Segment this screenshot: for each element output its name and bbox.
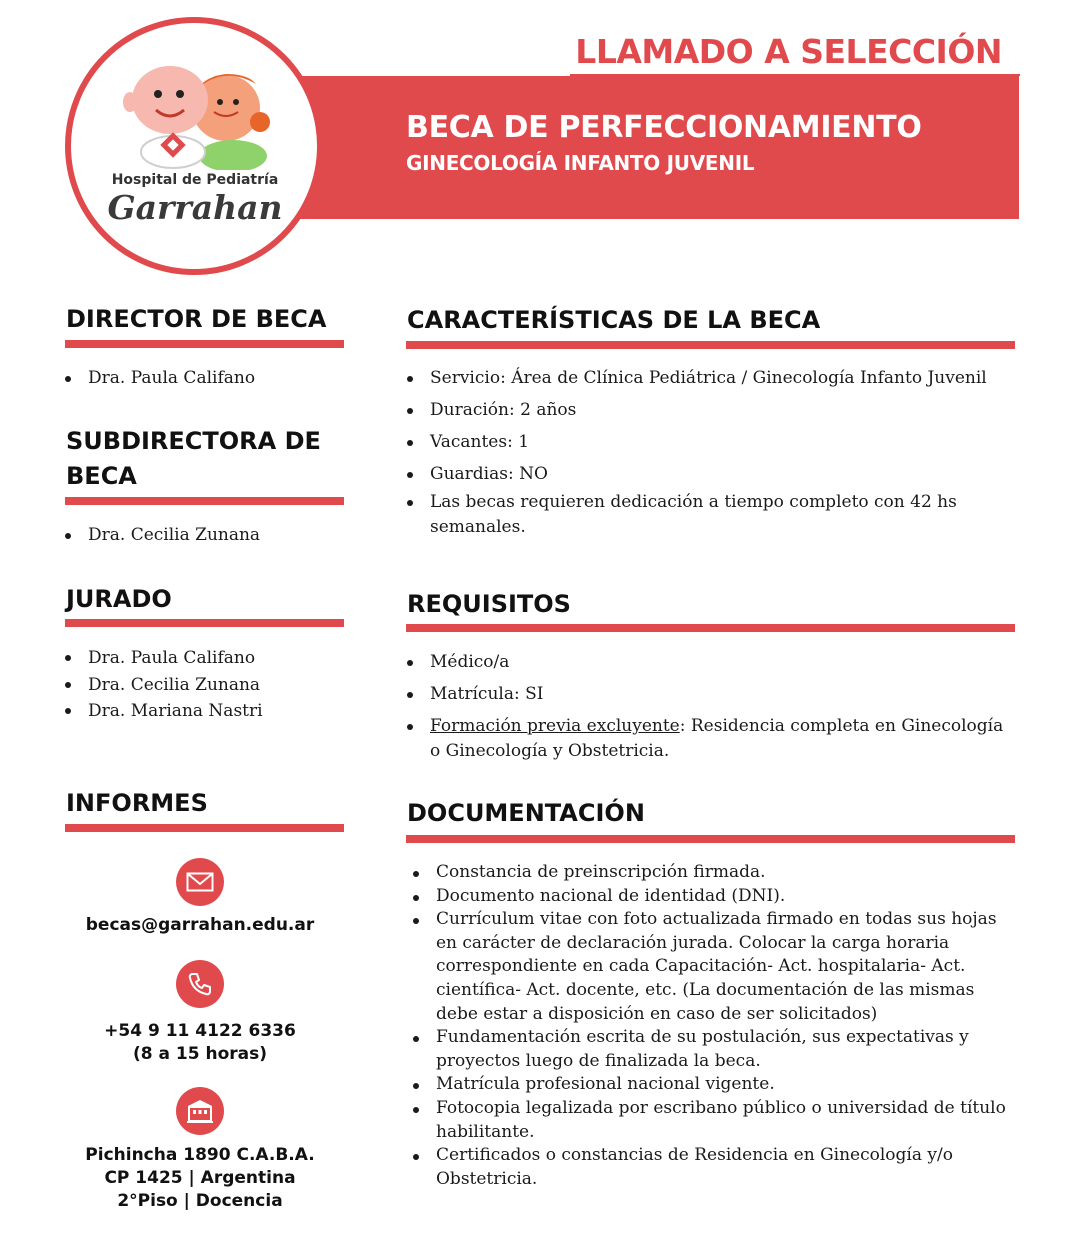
list-item: Matrícula profesional nacional vigente.: [410, 1073, 1010, 1097]
director-list: [62, 366, 342, 391]
subdirectora-heading-line2: BECA: [66, 462, 137, 490]
address-line3: 2°Piso | Docencia: [117, 1191, 283, 1211]
jurado-heading: JURADO: [66, 585, 172, 613]
logo-text-garrahan: Garrahan: [107, 188, 283, 227]
list-item: Vacantes: 1: [404, 430, 1004, 455]
email-link[interactable]: becas@garrahan.edu.ar: [85, 915, 315, 935]
mail-icon: [176, 858, 224, 906]
list-item: Dra. Mariana Nastri: [62, 698, 342, 725]
subdirectora-heading: [66, 424, 321, 494]
beca-subtitle: GINECOLOGÍA INFANTO JUVENIL: [406, 151, 755, 175]
list-item: Guardias: NO: [404, 462, 1004, 487]
director-heading: DIRECTOR DE BECA: [66, 305, 327, 333]
requisitos-heading: REQUISITOS: [407, 590, 571, 618]
caracteristicas-divider: [406, 341, 1015, 349]
formacion-text: : Residencia completa en Ginecología o Ginecología y Obstetricia.: [430, 716, 1004, 761]
phone-icon: [176, 960, 224, 1008]
subdirectora-heading-line1: SUBDIRECTORA DE: [66, 427, 321, 455]
list-item: Las becas requieren dedicación a tiempo completo con 42 hs semanales.: [404, 490, 1004, 540]
list-item: Currículum vitae con foto actualizada firmado en todas sus hojas en carácter de declaración jurada. Colocar la carga horaria correspondiente en cada Capacitación- Act. hospitalaria- Act. científica- Act. docente, etc. (La documentación de las mismas debe estar a disposición en caso de ser solicitados): [410, 908, 1010, 1026]
list-item: Servicio: Área de Clínica Pediátrica / Ginecología Infanto Juvenil: [404, 366, 1004, 391]
list-item: Fundamentación escrita de su postulación, sus expectativas y proyectos luego de finalizada la beca.: [410, 1026, 1010, 1073]
subdirectora-list: [62, 523, 342, 548]
caracteristicas-heading: CARACTERÍSTICAS DE LA BECA: [407, 306, 821, 334]
header-band: [300, 76, 1019, 219]
list-item: Certificados o constancias de Residencia en Ginecología y/o Obstetricia.: [410, 1144, 1010, 1191]
list-item: [404, 714, 1004, 764]
documentacion-heading: DOCUMENTACIÓN: [407, 799, 645, 827]
jurado-list: [62, 645, 342, 725]
list-item: Fotocopia legalizada por escribano público o universidad de título habilitante.: [410, 1097, 1010, 1144]
jurado-divider: [65, 619, 344, 627]
list-item: Duración: 2 años: [404, 398, 1004, 423]
list-item: Dra. Cecilia Zunana: [62, 672, 342, 699]
director-divider: [65, 340, 344, 348]
address-line1: Pichincha 1890 C.A.B.A.: [85, 1145, 315, 1165]
caracteristicas-list: [404, 366, 1004, 540]
requisitos-list: [404, 650, 1004, 764]
list-item: Constancia de preinscripción firmada.: [410, 861, 1010, 885]
documentacion-list: [410, 861, 1010, 1191]
informes-divider: [65, 824, 344, 832]
formacion-label: Formación previa excluyente: [430, 716, 680, 736]
children-mascot-icon: [118, 60, 278, 170]
logo-text-hospital: Hospital de Pediatría: [111, 172, 279, 188]
list-item: Dra. Cecilia Zunana: [62, 523, 342, 548]
phone-hours: (8 a 15 horas): [132, 1044, 267, 1064]
list-item: Dra. Paula Califano: [62, 645, 342, 672]
beca-title: BECA DE PERFECCIONAMIENTO: [406, 110, 922, 145]
documentacion-divider: [406, 835, 1015, 843]
address-line2: CP 1425 | Argentina: [104, 1168, 296, 1188]
informes-heading: INFORMES: [66, 789, 208, 817]
list-item: Dra. Paula Califano: [62, 366, 342, 391]
list-item: Documento nacional de identidad (DNI).: [410, 885, 1010, 909]
building-icon: [176, 1087, 224, 1135]
phone-number[interactable]: +54 9 11 4122 6336: [104, 1021, 296, 1041]
list-item: Matrícula: SI: [404, 682, 1004, 707]
subdirectora-divider: [65, 497, 344, 505]
call-title: LLAMADO A SELECCIÓN: [575, 32, 1002, 71]
requisitos-divider: [406, 624, 1015, 632]
list-item: Médico/a: [404, 650, 1004, 675]
